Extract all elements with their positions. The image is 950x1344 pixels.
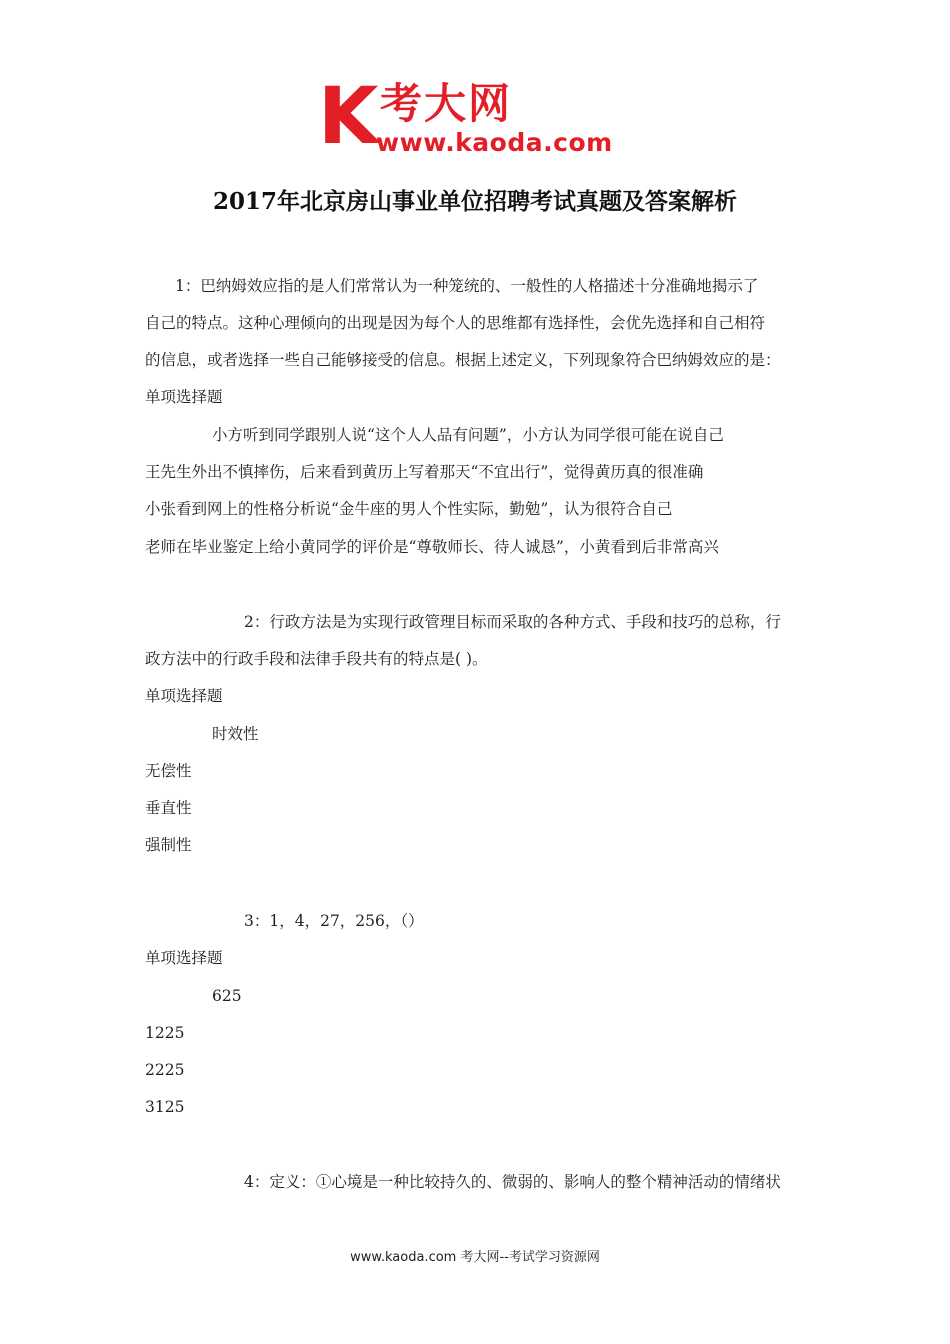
q2-stem-line-2: 政方法中的行政手段和法律手段共有的特点是( )。 xyxy=(145,650,488,668)
q1-option-d: 老师在毕业鉴定上给小黄同学的评价是“尊敬师长、待人诚恳”，小黄看到后非常高兴 xyxy=(145,538,719,556)
q1-stem-line-1: 1：巴纳姆效应指的是人们常常认为一种笼统的、一般性的人格描述十分准确地揭示了 xyxy=(175,277,759,295)
q3-option-d: 3125 xyxy=(145,1098,185,1116)
q4-stem-line-1: 4：定义：①心境是一种比较持久的、微弱的、影响人的整个精神活动的情绪状 xyxy=(244,1173,781,1191)
q2-option-c: 垂直性 xyxy=(145,799,192,817)
logo-url: www.kaoda.com xyxy=(376,128,613,157)
q3-type: 单项选择题 xyxy=(145,949,223,967)
q1-option-c: 小张看到网上的性格分析说“金牛座的男人个性实际，勤勉”，认为很符合自己 xyxy=(145,500,673,518)
q1-type: 单项选择题 xyxy=(145,388,223,406)
page-title: 2017年北京房山事业单位招聘考试真题及答案解析 xyxy=(212,188,737,215)
q3-option-b: 1225 xyxy=(145,1024,185,1042)
kaoda-logo xyxy=(318,72,638,162)
q2-stem-line-1: 2：行政方法是为实现行政管理目标而采取的各种方式、手段和技巧的总称，行 xyxy=(244,613,781,631)
q1-stem-line-2: 自己的特点。这种心理倾向的出现是因为每个人的思维都有选择性，会优先选择和自己相符 xyxy=(145,314,766,332)
q1-stem-line-3: 的信息，或者选择一些自己能够接受的信息。根据上述定义，下列现象符合巴纳姆效应的是： xyxy=(145,351,781,369)
q3-option-c: 2225 xyxy=(145,1061,185,1079)
q2-option-d: 强制性 xyxy=(145,836,192,854)
q2-option-b: 无偿性 xyxy=(145,762,192,780)
q1-option-a: 小方听到同学跟别人说“这个人人品有问题”，小方认为同学很可能在说自己 xyxy=(212,426,724,444)
q2-option-a: 时效性 xyxy=(212,725,259,743)
q2-type: 单项选择题 xyxy=(145,687,223,705)
q1-option-b: 王先生外出不慎摔伤，后来看到黄历上写着那天“不宜出行”，觉得黄历真的很准确 xyxy=(145,463,704,481)
page-footer: www.kaoda.com 考大网--考试学习资源网 xyxy=(350,1250,600,1265)
logo-brand-name: 考大网 xyxy=(380,79,513,128)
q3-option-a: 625 xyxy=(212,987,242,1005)
q3-stem-line-1: 3：1，4，27，256，（） xyxy=(244,912,424,930)
logo-k-mark: K xyxy=(318,72,377,162)
